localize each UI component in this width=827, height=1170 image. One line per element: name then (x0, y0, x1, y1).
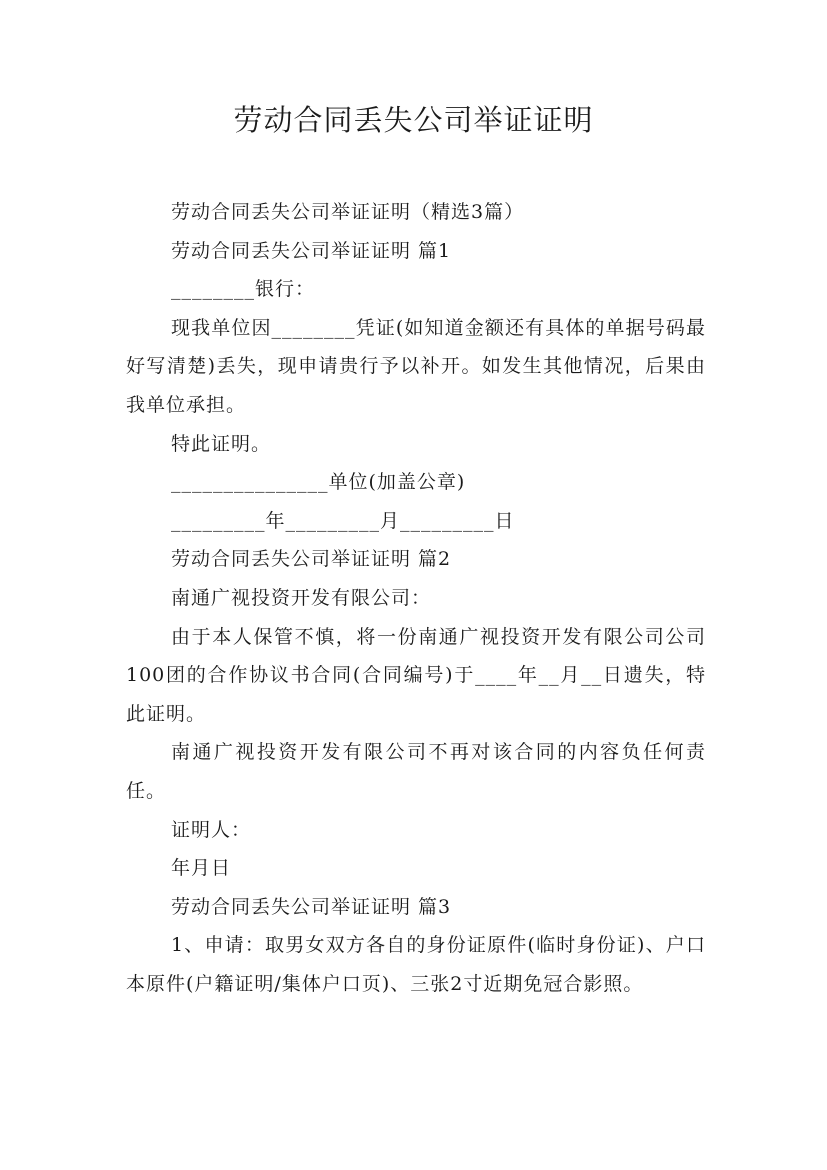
paragraph-date: 年月日 (171, 857, 232, 880)
document-title: 劳动合同丢失公司举证证明 (233, 103, 594, 137)
paragraph-addressee-company: 南通广视投资开发有限公司： (171, 586, 432, 609)
paragraph-body: 1、申请：取男女双方各自的身份证原件(临时身份证)、户口本原件(户籍证明/集体户口页)、三张2寸近期免冠合影照。 (126, 934, 706, 995)
paragraph-body: 由于本人保管不慎，将一份南通广视投资开发有限公司公司100团的合作协议书合同(合同编号)于____年__月__日遗失，特此证明。 (126, 625, 706, 725)
paragraph-closing: 特此证明。 (171, 432, 272, 455)
section-heading-1: 劳动合同丢失公司举证证明 篇1 (171, 239, 452, 262)
paragraph-addressee-bank: ________银行： (171, 278, 316, 301)
paragraph-date-line: _________年_________月_________日 (171, 509, 515, 532)
section-heading-3: 劳动合同丢失公司举证证明 篇3 (171, 895, 452, 918)
document-body (126, 193, 706, 1003)
paragraph-body: 现我单位因________凭证(如知道金额还有具体的单据号码最好写清楚)丢失，现申请贵行予以补开。如发生其他情况，后果由我单位承担。 (126, 316, 706, 416)
paragraph-witness: 证明人： (171, 818, 252, 841)
paragraph-intro: 劳动合同丢失公司举证证明（精选3篇） (171, 201, 525, 223)
paragraph-body: 南通广视投资开发有限公司不再对该合同的内容负任何责任。 (126, 741, 706, 802)
section-heading-2: 劳动合同丢失公司举证证明 篇2 (171, 548, 452, 571)
paragraph-signature-unit: _______________单位(加盖公章) (171, 471, 466, 494)
